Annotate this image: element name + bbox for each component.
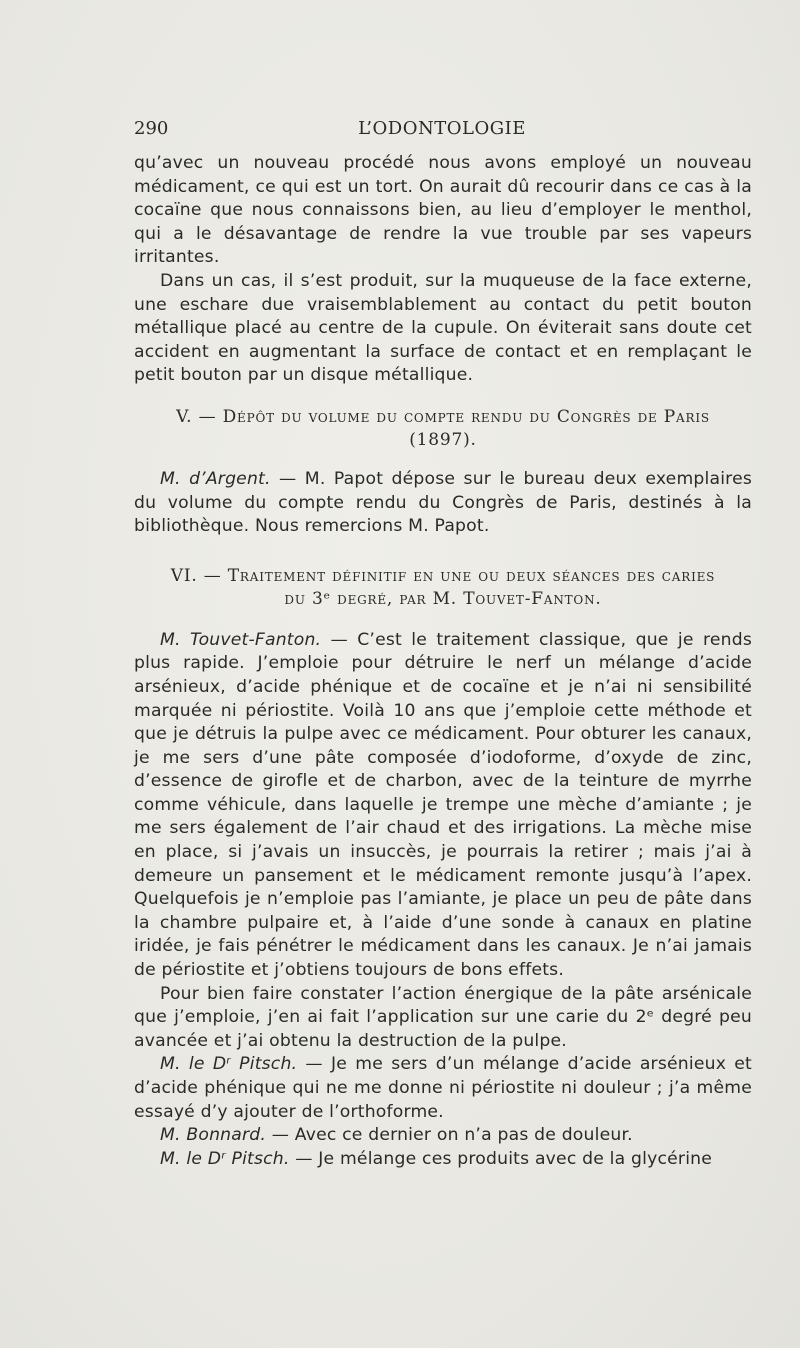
body-text [134, 152, 752, 1171]
paragraph-argent [134, 468, 752, 539]
speech-text: — M. Papot dépose sur le bureau deux exemplaires du volume du compte rendu du Congrès de Paris, destinés à la bibliothèque. Nous remercions M. Papot. [134, 468, 752, 537]
section-heading-v-line2: (1897). [409, 429, 477, 450]
speaker-name: M. le Dʳ Pitsch. [160, 1054, 298, 1075]
running-title: L’ODONTOLOGIE [358, 118, 526, 139]
speaker-name: M. Touvet-Fanton. [160, 629, 322, 650]
paragraph-pitsch-2 [134, 1148, 752, 1172]
speech-text: — C’est le traitement classique, que je rends plus rapide. J’emploie pour détruire le nerf un mélange d’acide arsénieux, d’acide phénique et de cocaïne et je n’ai ni sensibilité marquée ni périostite. Voilà 10 ans que j’emploie cette méthode et que je détruis la pulpe avec ce médicament. Pour obturer les canaux, je me sers d’une pâte composée d’iodoforme, d’oxyde de zinc, d’essence de girofle et de charbon, avec de la teinture de myrrhe comme véhicule, dans laquelle je trempe une mèche d’amiante ; je me sers également de l’air chaud et des irrigations. La mèche mise en place, si j’avais un insuccès, je pourrais la retirer ; mais j’ai à demeure un pansement et le médicament remonte jusqu’à l’apex. Quelquefois je n’emploie pas l’amiante, je place un peu de pâte dans la chambre pulpaire et, à l’aide d’une sonde à canaux en platine iridée, je fais pénétrer le médicament dans les canaux. Je n’ai jamais de périostite et j’obtiens toujours de bons effets. [134, 629, 752, 981]
section-heading-vi [134, 565, 752, 611]
speaker-name: M. Bonnard. [160, 1125, 267, 1146]
section-heading-vi-line1: VI. — Traitement définitif en une ou deux séances des caries [170, 565, 716, 586]
paragraph-pate-arsenicale: Pour bien faire constater l’action énergique de la pâte arsénicale que j’emploie, j’en ai fait l’application sur une carie du 2ᵉ degré peu avancée et j’ai obtenu la destruction de la pulpe. [134, 983, 752, 1051]
speaker-name: M. le Dʳ Pitsch. [160, 1148, 290, 1169]
speech-text: — Je me sers d’un mélange d’acide arsénieux et d’acide phénique qui ne me donne ni périostite ni douleur ; j’a même essayé d’y ajouter de l’orthoforme. [134, 1054, 752, 1122]
speech-text: — Je mélange ces produits avec de la glycérine [289, 1148, 713, 1169]
section-heading-vi-line2: du 3ᵉ degré, par M. Touvet-Fanton. [284, 588, 602, 609]
page-header [134, 118, 750, 144]
paragraph-pitsch-1 [134, 1053, 752, 1124]
page-number: 290 [134, 118, 169, 139]
section-heading-v-line1: V. — Dépôt du volume du compte rendu du Congrès de Paris [176, 406, 710, 427]
paragraph-continuation: qu’avec un nouveau procédé nous avons employé un nouveau médicament, ce qui est un tort. On aurait dû recourir dans ce cas à la cocaïne que nous connaissons bien, au lieu d’employer le menthol, qui a le désavantage de rendre la vue trouble par ses vapeurs irritantes. [134, 153, 752, 268]
paragraph-eschare: Dans un cas, il s’est produit, sur la muqueuse de la face externe, une eschare due vraisemblablement au contact du petit bouton métallique placé au centre de la cupule. On éviterait sans doute cet accident en augmentant la surface de contact et en remplaçant le petit bouton par un disque métallique. [134, 270, 752, 386]
paragraph-bonnard [134, 1124, 752, 1148]
section-heading-v [134, 406, 752, 452]
speech-text: — Avec ce dernier on n’a pas de douleur. [266, 1125, 633, 1146]
paragraph-touvet-fanton [134, 629, 752, 983]
speaker-name: M. d’Argent. [160, 468, 271, 489]
